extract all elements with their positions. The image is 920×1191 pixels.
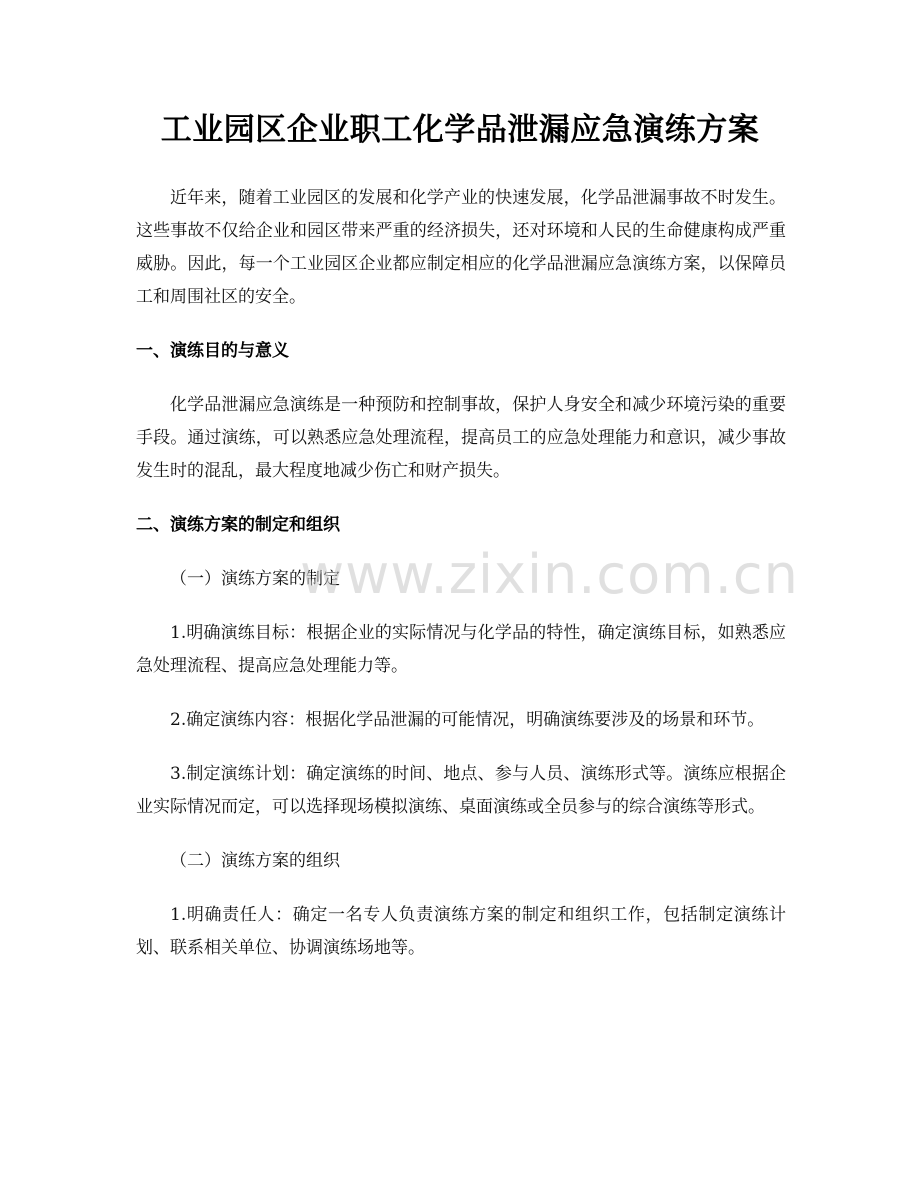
document-title: 工业园区企业职工化学品泄漏应急演练方案 <box>160 112 760 148</box>
list-item: 1.明确演练目标：根据企业的实际情况与化学品的特性，确定演练目标，如熟悉应急处理流程、提高应急处理能力等。 <box>136 623 786 676</box>
section-heading-plan: 二、演练方案的制定和组织 <box>136 515 340 535</box>
subsection-heading-formulation: （一）演练方案的制定 <box>170 569 340 589</box>
purpose-paragraph: 化学品泄漏应急演练是一种预防和控制事故，保护人身安全和减少环境污染的重要手段。通过演练，可以熟悉应急处理流程，提高员工的应急处理能力和意识，减少事故发生时的混乱，最大程度地减少伤亡和财产损失。 <box>136 395 786 481</box>
list-item: 2.确定演练内容：根据化学品泄漏的可能情况，明确演练要涉及的场景和环节。 <box>170 710 765 730</box>
list-item: 1.明确责任人：确定一名专人负责演练方案的制定和组织工作，包括制定演练计划、联系相关单位、协调演练场地等。 <box>136 905 786 958</box>
document-body <box>136 182 786 986</box>
section-heading-purpose: 一、演练目的与意义 <box>136 341 289 361</box>
intro-paragraph: 近年来，随着工业园区的发展和化学产业的快速发展，化学品泄漏事故不时发生。这些事故不仅给企业和园区带来严重的经济损失，还对环境和人民的生命健康构成严重威胁。因此，每一个工业园区企业都应制定相应的化学品泄漏应急演练方案，以保障员工和周围社区的安全。 <box>136 188 786 307</box>
list-item: 3.制定演练计划：确定演练的时间、地点、参与人员、演练形式等。演练应根据企业实际情况而定，可以选择现场模拟演练、桌面演练或全员参与的综合演练等形式。 <box>136 764 786 817</box>
watermark: www.zixin.com.cn <box>300 543 799 606</box>
subsection-heading-organization: （二）演练方案的组织 <box>170 851 340 871</box>
